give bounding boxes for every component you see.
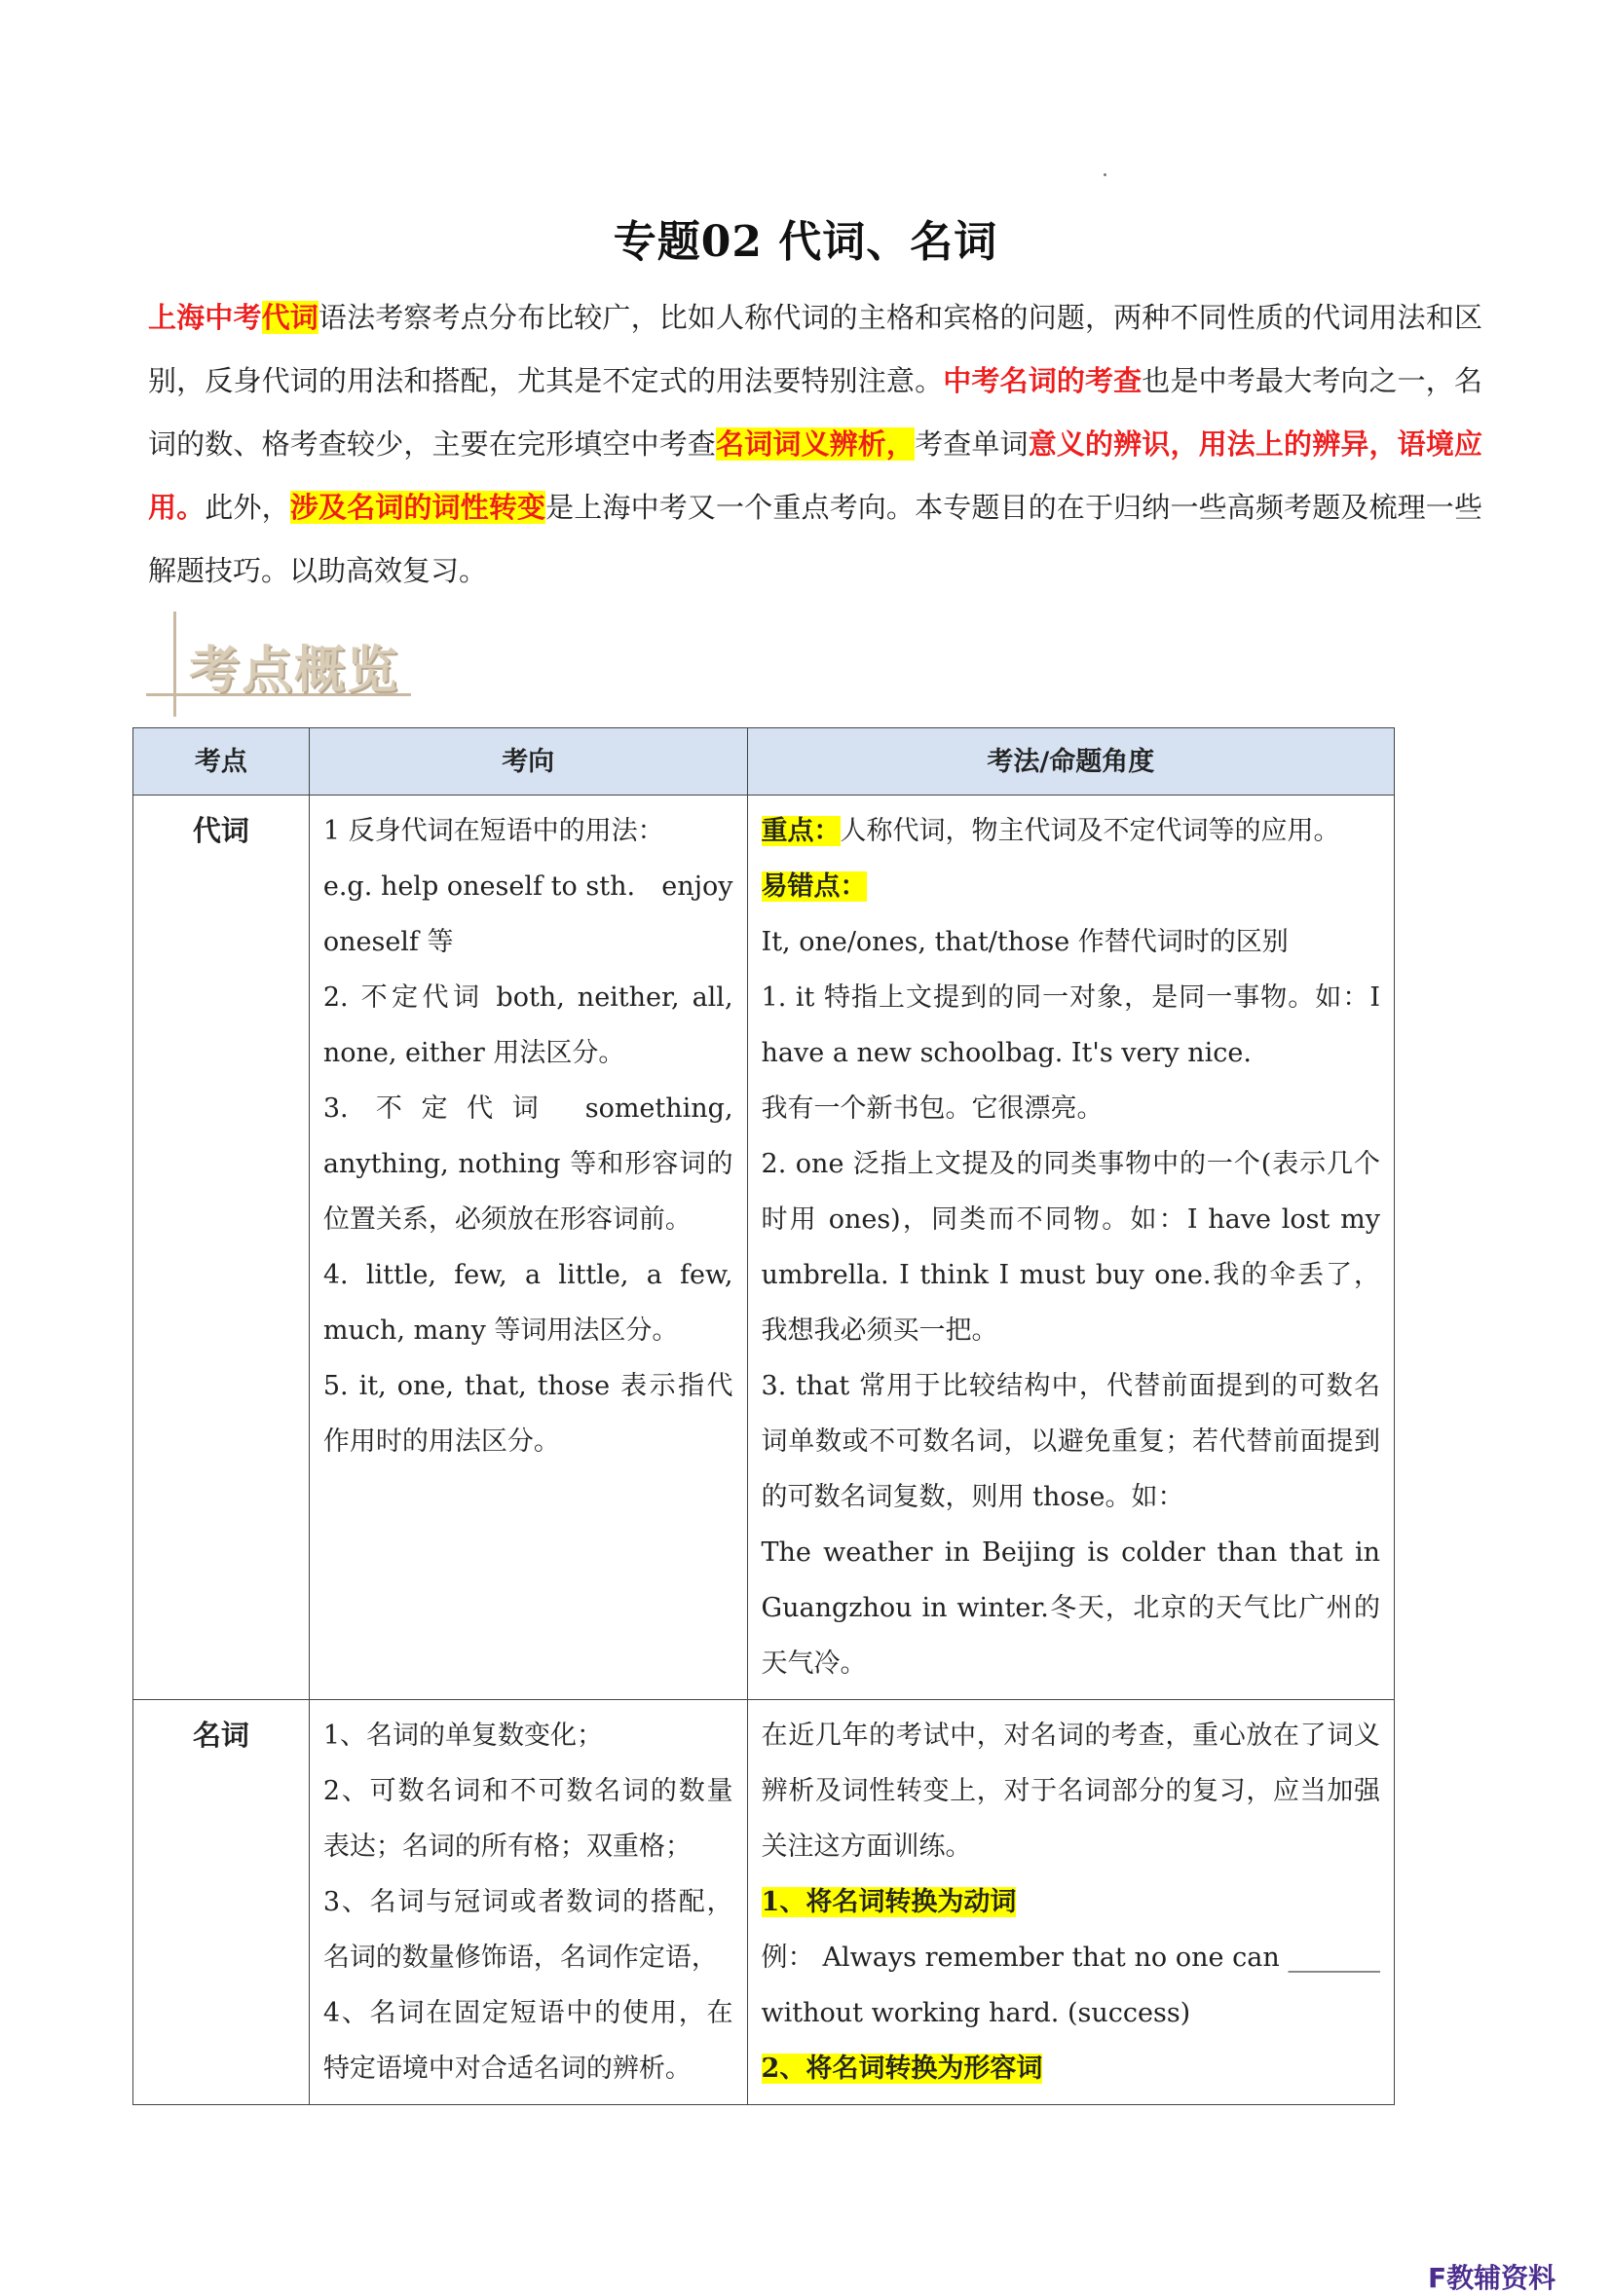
kaoxiang-line: 3、名词与冠词或者数词的搭配，名词的数量修饰语，名词作定语， <box>322 1887 733 1973</box>
page-dot <box>1104 173 1106 176</box>
intro-segment: 名词词义辨析， <box>716 427 916 461</box>
kaofa-line <box>762 1358 1380 1525</box>
table-row <box>133 796 1395 1700</box>
table-header-row <box>133 728 1395 796</box>
kaofa-highlight-label: 重点： <box>761 816 841 846</box>
banner-text: 考点概览 <box>189 642 400 700</box>
row-key: 代词 <box>133 796 310 1700</box>
row-kaofa-cell <box>747 796 1394 1700</box>
kaofa-line <box>762 1708 1380 1874</box>
kaoxiang-line: 2、可数名词和不可数名词的数量表达；名词的所有格；双重格； <box>322 1776 733 1862</box>
intro-segment: 考查单词 <box>915 427 1029 461</box>
intro-paragraph <box>148 286 1482 603</box>
kaoxiang-line: 4、名词在固定短语中的使用，在特定语境中对合适名词的辨析。 <box>322 1998 733 2084</box>
kaofa-line <box>762 1081 1380 1136</box>
kaoxiang-line: 3. 不定代词 something, anything, nothing 等和形容词的位置关系，必须放在形容词前。 <box>322 1093 733 1235</box>
intro-segment: 代词 <box>261 301 318 334</box>
row-kaoxiang-cell <box>309 1700 747 2105</box>
kaofa-text: 人称代词，物主代词及不定代词等的应用。 <box>840 816 1340 846</box>
kaoxiang-line: 5. it, one, that, those 表示指代作用时的用法区分。 <box>322 1371 733 1457</box>
intro-segment: 是上海中考又一个重点考向。本专题目的在于归纳一些高频考题及梳理一些解题技巧。以助高效复习。 <box>148 491 1482 587</box>
kaofa-highlight-label: 1、将名词转换为动词 <box>761 1887 1017 1917</box>
intro-segment: 语法考察考点分布比较广，比如人称代词的主格和宾格的问题，两种不同性质的代词用法和区别，反身代词的用法和搭配，尤其是不定式的用法要特别注意。 <box>148 301 1482 397</box>
row-key: 名词 <box>133 1700 310 2105</box>
intro-segment: 意义的辨识，用法上的辨异，语境应用。 <box>148 427 1482 524</box>
intro-segment: 中考名词的考查 <box>943 364 1143 397</box>
banner-vertical-line <box>173 611 176 717</box>
page-title: 专题02 代词、名词 <box>613 217 998 267</box>
kaofa-line <box>762 1136 1380 1358</box>
kaofa-line <box>762 1930 1380 2041</box>
intro-segment: 涉及名词的词性转变 <box>289 491 546 524</box>
intro-segment: 此外， <box>205 491 290 524</box>
kaofa-text: 在近几年的考试中，对名词的考查，重心放在了词义辨析及词性转变上，对于名词部分的复习，应当加强关注这方面训练。 <box>761 1721 1380 1862</box>
table-row <box>133 1700 1395 2105</box>
kaofa-text: It, one/ones, that/those 作替代词时的区别 <box>761 927 1289 957</box>
kaofa-line <box>762 1874 1380 1930</box>
kaofa-highlight-label: 易错点： <box>761 871 867 902</box>
header-kaoxiang: 考向 <box>309 728 747 796</box>
kaofa-line <box>762 914 1380 970</box>
kaofa-line <box>762 1525 1380 1691</box>
kaoxiang-line: e.g. help oneself to sth. enjoy oneself 等 <box>322 871 733 957</box>
kaofa-line <box>762 803 1380 859</box>
kaoxiang-line: 2. 不定代词 both, neither, all, none, either 用法区分。 <box>322 982 733 1068</box>
row-kaofa-cell <box>747 1700 1394 2105</box>
kaoxiang-line: 1 反身代词在短语中的用法： <box>322 816 664 846</box>
intro-segment: 也是中考最大考向之一，名词的数、格考查较少，主要在完形填空中考查 <box>148 364 1482 461</box>
header-kaodian: 考点 <box>133 728 310 796</box>
kaofa-text: 2. one 泛指上文提及的同类事物中的一个(表示几个时用 ones)，同类而不同物。如：I have lost my umbrella. I think I must buy one.我的伞丢了，我想我必须买一把。 <box>761 1149 1380 1346</box>
kaofa-text: 1. it 特指上文提到的同一对象，是同一事物。如：I have a new schoolbag. It's very nice. <box>761 982 1380 1068</box>
kaofa-text: 我有一个新书包。它很漂亮。 <box>761 1093 1104 1124</box>
kaofa-text: 3. that 常用于比较结构中，代替前面提到的可数名词单数或不可数名词，以避免重复；若代替前面提到的可数名词复数，则用 those。如： <box>761 1371 1380 1512</box>
kaofa-text: The weather in Beijing is colder than that in Guangzhou in winter.冬天，北京的天气比广州的天气冷。 <box>761 1537 1380 1679</box>
kaofa-line <box>762 970 1380 1081</box>
kaofa-line <box>762 2041 1380 2096</box>
kaoxiang-line: 1、名词的单复数变化； <box>322 1721 604 1751</box>
kaoxiang-line: 4. little, few, a little, a few, much, many 等词用法区分。 <box>322 1260 733 1346</box>
row-kaoxiang-cell <box>309 796 747 1700</box>
overview-table <box>132 727 1395 2105</box>
kaofa-line <box>762 859 1380 914</box>
kaofa-highlight-label: 2、将名词转换为形容词 <box>761 2054 1043 2084</box>
watermark-logo: F教辅资料 <box>1428 2262 1556 2294</box>
header-kaofa: 考法/命题角度 <box>747 728 1394 796</box>
section-banner <box>146 611 411 717</box>
kaofa-text: 例： Always remember that no one can _______ without working hard. (success) <box>761 1943 1380 2028</box>
intro-segment: 上海中考 <box>148 301 262 334</box>
